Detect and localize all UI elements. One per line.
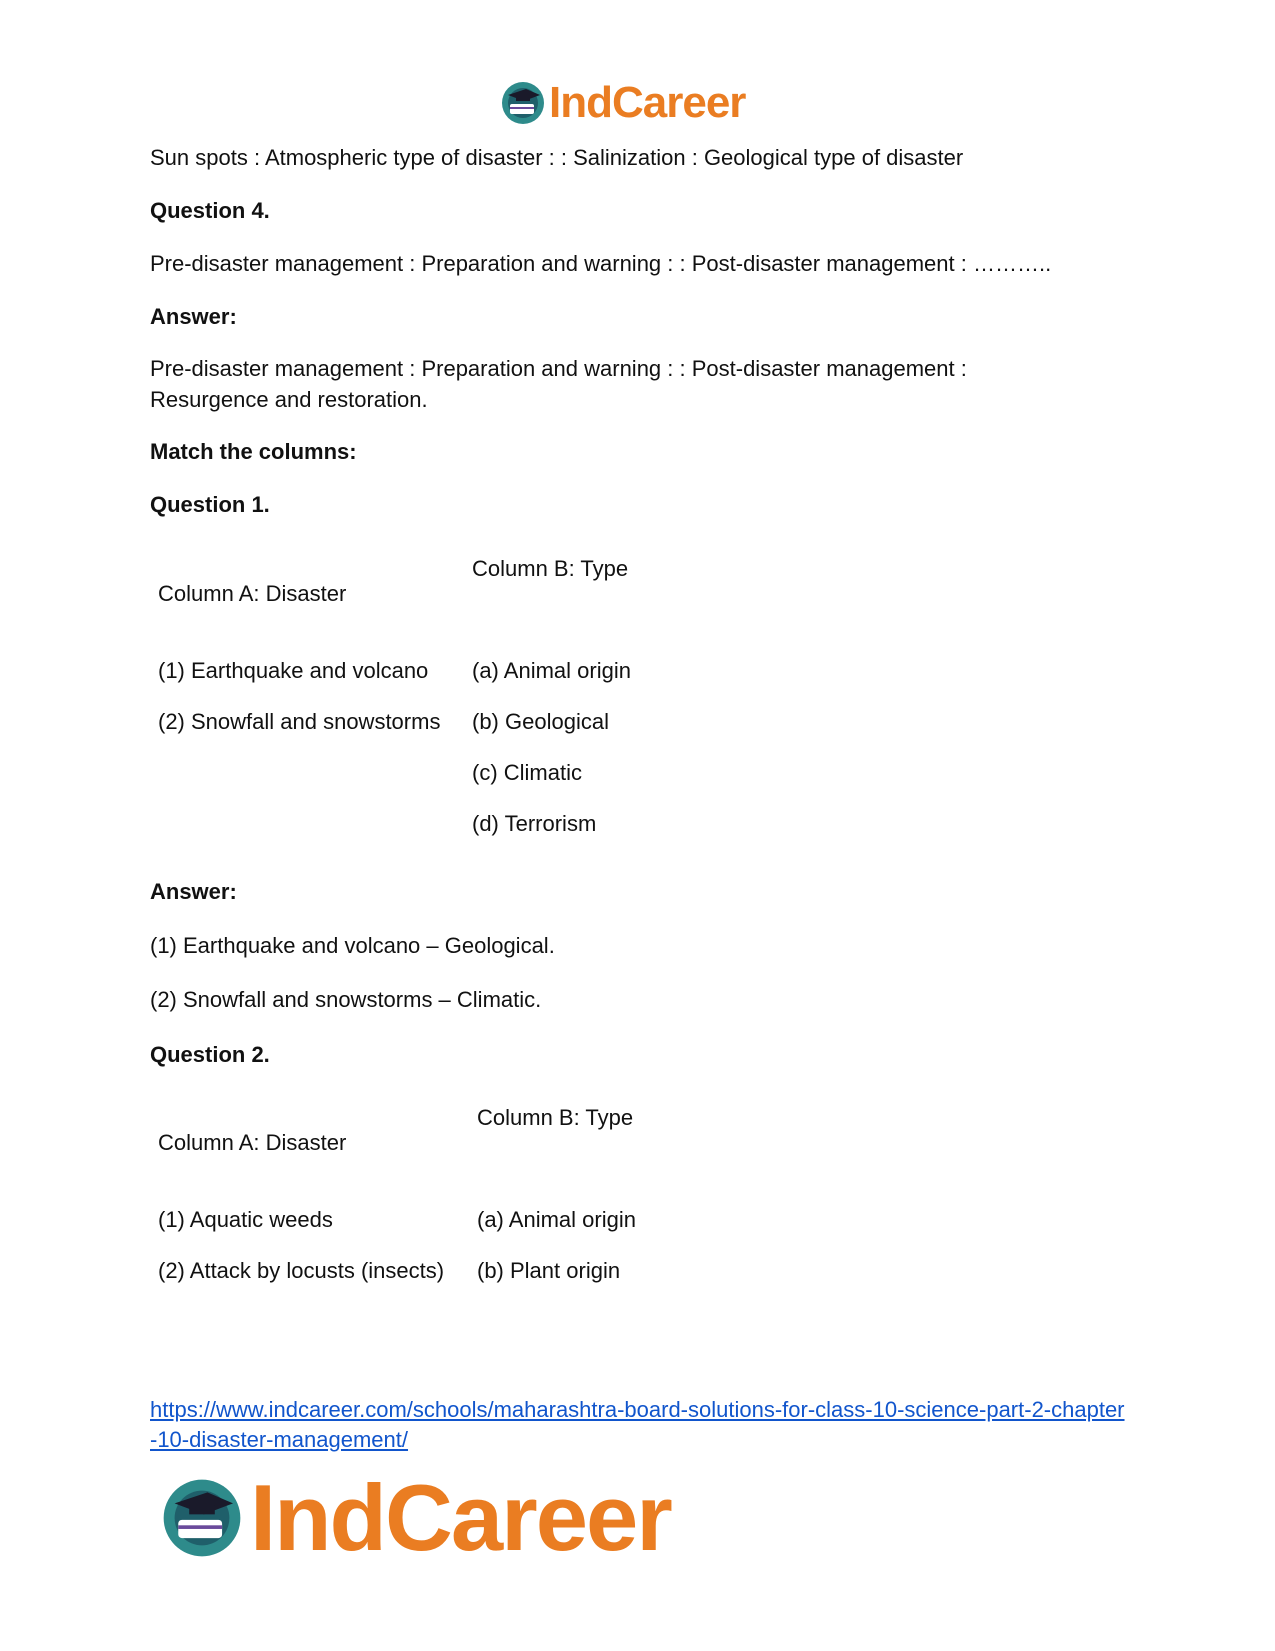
column-a-item: (2) Attack by locusts (insects) [158,1258,445,1283]
header-logo [500,80,745,126]
question-4-heading: Question 4. [150,198,270,223]
column-a-item: (1) Aquatic weeds [158,1207,333,1232]
logo-text: IndCareer [549,78,746,127]
question-4-answer-line-1: Pre-disaster management : Preparation and warning : : Post-disaster management : [150,356,967,381]
column-a-item: (1) Earthquake and volcano [158,658,429,683]
question-4-answer-heading: Answer: [150,304,237,329]
column-b-item: (c) Climatic [472,760,582,785]
column-a-header: Column A: Disaster [158,581,347,606]
column-b-item: (a) Animal origin [472,658,631,683]
logo-text: IndCareer [250,1465,671,1570]
question-4-text: Pre-disaster management : Preparation and warning : : Post-disaster management : ……….. [150,251,1052,276]
match-question-1-answer-2: (2) Snowfall and snowstorms – Climatic. [150,987,542,1012]
column-b-item: (b) Plant origin [477,1258,621,1283]
column-b-item: (b) Geological [472,709,609,734]
match-columns-heading: Match the columns: [150,439,357,464]
question-4-answer-line-2: Resurgence and restoration. [150,387,428,412]
column-b-header: Column B: Type [472,556,629,581]
graduation-book-icon [500,80,546,126]
graduation-book-icon [160,1476,244,1560]
match-question-1-heading: Question 1. [150,492,270,517]
column-b-header: Column B: Type [477,1105,634,1130]
source-link[interactable]: https://www.indcareer.com/schools/maharashtra-board-solutions-for-class-10-science-part-2-chapter-10-disaster-management/ [150,1397,1125,1452]
analogy-answer-line: Sun spots : Atmospheric type of disaster : : Salinization : Geological type of disaster [150,145,964,170]
column-a-header: Column A: Disaster [158,1130,347,1155]
column-b-item: (d) Terrorism [472,811,597,836]
match-question-1-answer-1: (1) Earthquake and volcano – Geological. [150,933,555,958]
match-question-1-answer-heading: Answer: [150,879,237,904]
footer-logo [160,1465,671,1570]
column-b-item: (a) Animal origin [477,1207,636,1232]
column-a-item: (2) Snowfall and snowstorms [158,709,441,734]
match-question-2-heading: Question 2. [150,1042,270,1067]
